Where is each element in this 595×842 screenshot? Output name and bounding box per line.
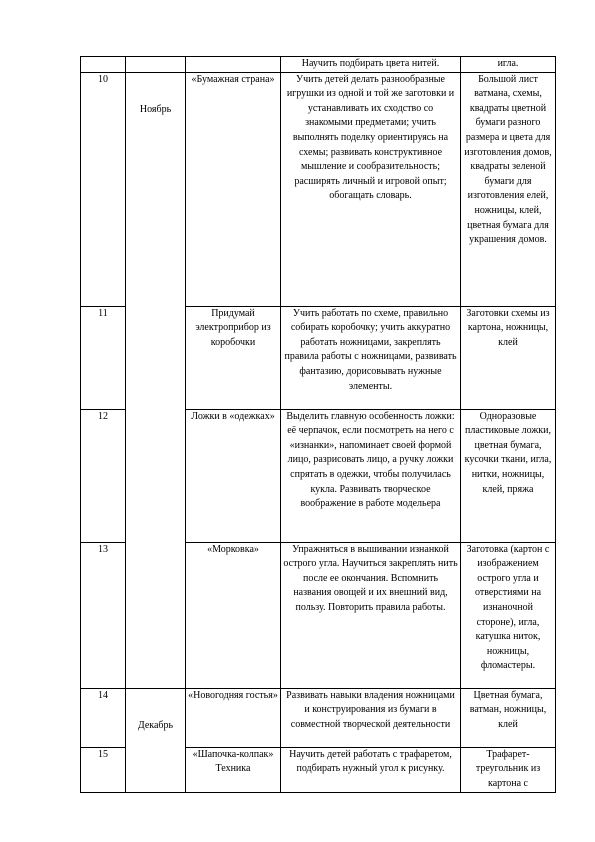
month-label: Ноябрь [139, 103, 172, 115]
lesson-number: 10 [81, 72, 126, 306]
lesson-plan-table [80, 56, 556, 793]
lesson-number: 15 [81, 747, 126, 792]
lesson-content: Учить детей делать разнообразные игрушки из одной и той же заготовки и устанавливать их сходство со знакомыми предметами; учить выполнять поделку ориентируясь на схемы; развивать конструктивное мышление и сообразительность; расширять личный и игровой опыт; обогащать словарь. [281, 72, 461, 306]
lesson-content: Упражняться в вышивании изнанкой острого угла. Научиться закреплять нить после ее окончания. Вспомнить названия овощей и их внешний вид, пользу. Повторить правила работы. [281, 542, 461, 688]
month-cell [126, 57, 186, 73]
month-cell-november [126, 72, 186, 688]
table-row [81, 688, 556, 747]
lesson-content: Научить подбирать цвета нитей. [281, 57, 461, 73]
lesson-topic [186, 57, 281, 73]
lesson-number: 11 [81, 306, 126, 409]
lesson-topic: «Новогодняя гостья» [186, 688, 281, 747]
lesson-content: Научить детей работать с трафаретом, подбирать нужный угол к рисунку. [281, 747, 461, 792]
month-label: Декабрь [137, 719, 174, 731]
lesson-materials: Трафарет- треугольник из картона с [461, 747, 556, 792]
lesson-content: Выделить главную особенность ложки: её черпачок, если посмотреть на него с «изнанки», напоминает своей формой лицо, разрисовать лицо, а ручку ложки спрятать в одежки, чтобы получилась кукла. Развивать творческое воображение в работе модельера [281, 409, 461, 542]
lesson-number [81, 57, 126, 73]
month-cell-december [126, 688, 186, 792]
lesson-content: Учить работать по схеме, правильно собирать коробочку; учить аккуратно работать ножницами, закреплять правила работы с ножницами, развивать фантазию, дорисовывать нужные элементы. [281, 306, 461, 409]
lesson-topic: Придумай электроприбор из коробочки [186, 306, 281, 409]
lesson-number: 13 [81, 542, 126, 688]
lesson-materials: Заготовки схемы из картона, ножницы, клей [461, 306, 556, 409]
lesson-content: Развивать навыки владения ножницами и конструирования из бумаги в совместной творческой деятельности [281, 688, 461, 747]
lesson-materials: Большой лист ватмана, схемы, квадраты цветной бумаги разного размера и цвета для изготовления домов, квадраты зеленой бумаги для изготовления елей, ножницы, клей, цветная бумага для украшения домов. [461, 72, 556, 306]
lesson-number: 12 [81, 409, 126, 542]
table-row [81, 72, 556, 306]
table-row [81, 57, 556, 73]
lesson-topic: «Морковка» [186, 542, 281, 688]
lesson-materials: Цветная бумага, ватман, ножницы, клей [461, 688, 556, 747]
lesson-topic: «Шапочка-колпак» Техника [186, 747, 281, 792]
lesson-topic: Ложки в «одежках» [186, 409, 281, 542]
lesson-materials: игла. [461, 57, 556, 73]
lesson-materials: Одноразовые пластиковые ложки, цветная бумага, кусочки ткани, игла, нитки, ножницы, клей, пряжа [461, 409, 556, 542]
lesson-materials: Заготовка (картон с изображением острого угла и отверстиями на изнаночной стороне), игла, катушка ниток, ножницы, фломастеры. [461, 542, 556, 688]
lesson-number: 14 [81, 688, 126, 747]
lesson-topic: «Бумажная страна» [186, 72, 281, 306]
